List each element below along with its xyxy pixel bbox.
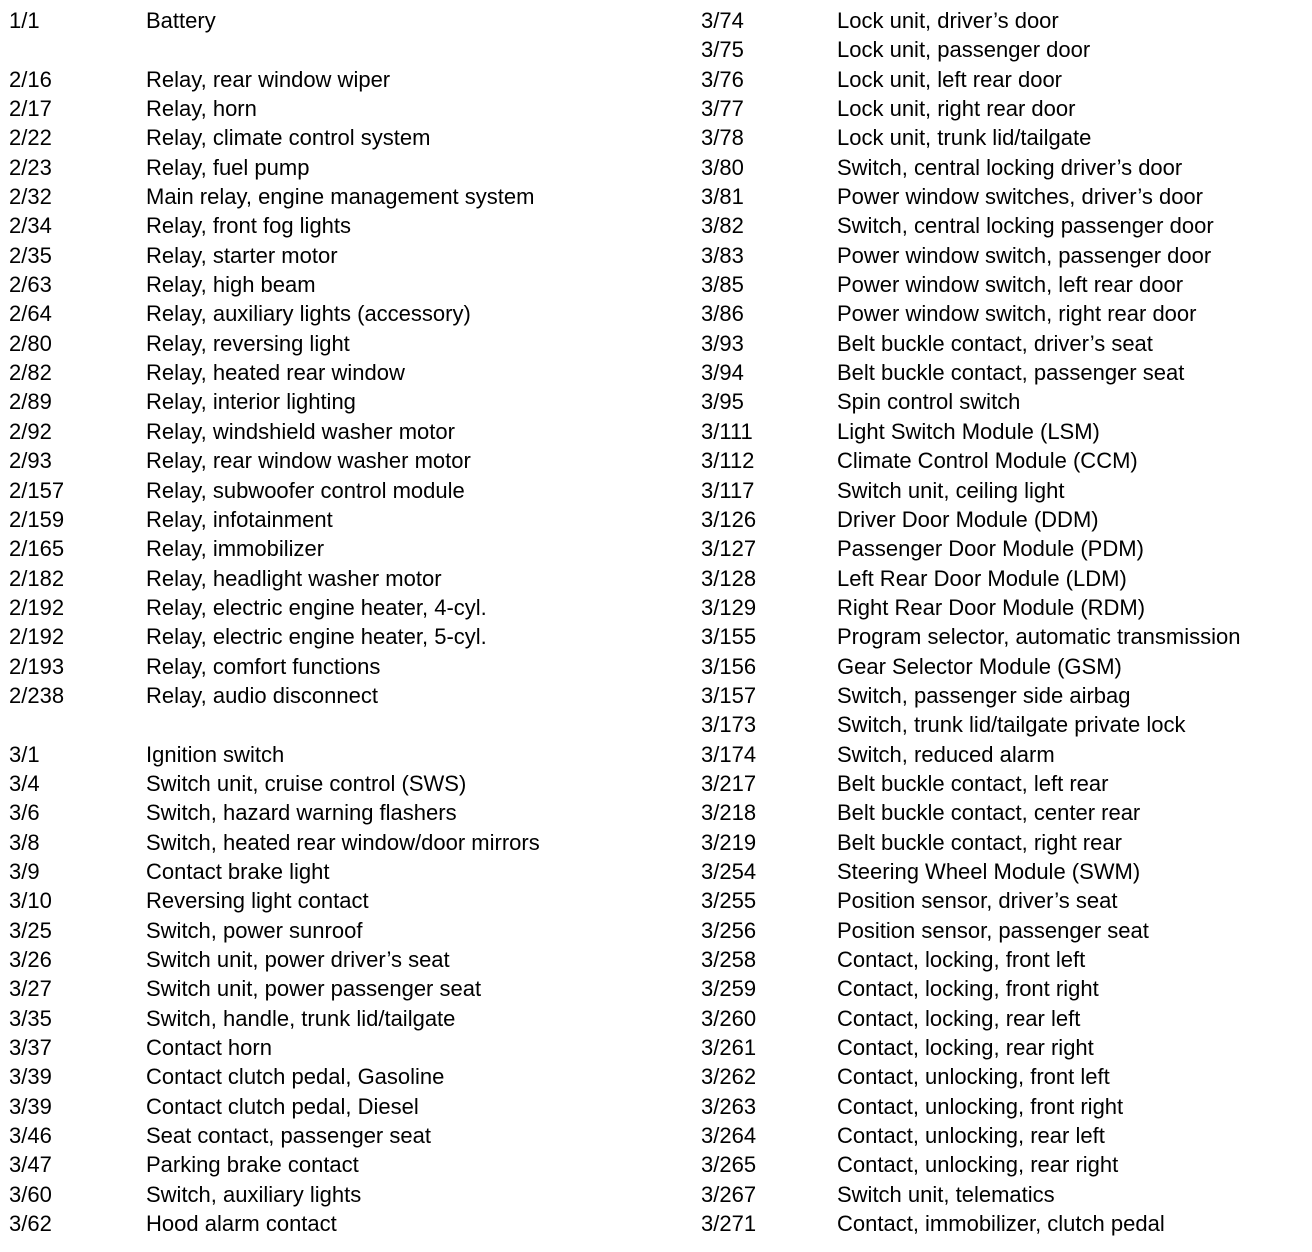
component-row — [9, 358, 649, 387]
component-row — [701, 740, 1306, 769]
component-row — [701, 387, 1306, 416]
component-description: Switch unit, cruise control (SWS) — [146, 770, 467, 796]
component-code: 3/95 — [701, 389, 744, 415]
component-description: Relay, electric engine heater, 4-cyl. — [146, 594, 487, 620]
component-description: Relay, infotainment — [146, 506, 333, 532]
component-code: 3/62 — [9, 1211, 52, 1237]
component-code: 2/23 — [9, 154, 52, 180]
component-code: 2/34 — [9, 213, 52, 239]
component-row — [9, 153, 649, 182]
component-description: Switch, heated rear window/door mirrors — [146, 829, 540, 855]
component-code: 3/262 — [701, 1064, 757, 1090]
component-row — [701, 505, 1306, 534]
component-description: Contact clutch pedal, Gasoline — [146, 1064, 445, 1090]
component-row — [9, 828, 649, 857]
component-description: Switch unit, telematics — [837, 1181, 1055, 1207]
component-row — [9, 974, 649, 1003]
component-row — [9, 387, 649, 416]
component-row — [9, 1062, 649, 1091]
component-row — [9, 417, 649, 446]
component-row — [9, 740, 649, 769]
component-code: 3/80 — [701, 154, 744, 180]
component-code: 3/25 — [9, 917, 52, 943]
component-row — [701, 857, 1306, 886]
component-code: 2/64 — [9, 301, 52, 327]
component-description: Passenger Door Module (PDM) — [837, 536, 1144, 562]
component-description: Belt buckle contact, left rear — [837, 770, 1109, 796]
component-description: Belt buckle contact, driver’s seat — [837, 330, 1153, 356]
component-description: Climate Control Module (CCM) — [837, 448, 1138, 474]
component-row — [9, 123, 649, 152]
component-code: 3/4 — [9, 770, 40, 796]
component-code: 3/26 — [9, 947, 52, 972]
component-code: 2/80 — [9, 330, 52, 356]
component-description: Position sensor, passenger seat — [837, 917, 1149, 943]
component-description: Relay, subwoofer control module — [146, 477, 465, 503]
component-row — [9, 681, 649, 710]
component-row — [701, 798, 1306, 827]
component-code: 3/256 — [701, 917, 757, 943]
component-description: Contact, unlocking, rear right — [837, 1152, 1119, 1178]
component-row — [9, 241, 649, 270]
component-code: 2/89 — [9, 389, 52, 415]
component-description: Hood alarm contact — [146, 1211, 337, 1237]
component-code: 3/129 — [701, 594, 757, 620]
component-description: Contact, unlocking, rear left — [837, 1123, 1105, 1149]
component-row — [9, 622, 649, 651]
component-description: Gear Selector Module (GSM) — [837, 653, 1122, 679]
component-row — [9, 652, 649, 681]
component-row — [701, 769, 1306, 798]
component-description: Relay, windshield washer motor — [146, 418, 455, 444]
component-code: 3/77 — [701, 96, 744, 122]
component-code: 3/254 — [701, 858, 757, 884]
component-description: Contact brake light — [146, 858, 330, 884]
component-row — [9, 1092, 649, 1121]
component-row — [701, 828, 1306, 857]
component-description: Power window switches, driver’s door — [837, 184, 1203, 210]
component-row — [701, 241, 1306, 270]
component-code: 3/86 — [701, 301, 744, 327]
component-description: Lock unit, passenger door — [837, 37, 1091, 63]
component-row — [9, 857, 649, 886]
component-code: 3/93 — [701, 330, 744, 356]
component-code: 2/63 — [9, 272, 52, 298]
component-row — [701, 945, 1306, 974]
component-row — [9, 182, 649, 211]
component-code: 2/93 — [9, 448, 52, 474]
component-code: 2/182 — [9, 565, 65, 591]
component-row — [9, 6, 649, 35]
component-code: 2/238 — [9, 682, 65, 708]
component-description: Switch unit, power passenger seat — [146, 976, 482, 1002]
component-row — [701, 974, 1306, 1003]
component-row — [701, 1033, 1306, 1062]
component-row — [701, 534, 1306, 563]
component-row — [701, 35, 1306, 64]
component-description: Relay, starter motor — [146, 242, 338, 268]
component-description: Switch unit, power driver’s seat — [146, 947, 450, 972]
component-row — [701, 94, 1306, 123]
component-code: 3/9 — [9, 858, 40, 884]
component-code: 2/92 — [9, 418, 52, 444]
component-row — [701, 182, 1306, 211]
component-description: Switch, hazard warning flashers — [146, 800, 457, 826]
component-code: 3/82 — [701, 213, 744, 239]
component-row — [9, 505, 649, 534]
component-code: 3/157 — [701, 682, 757, 708]
component-code: 2/159 — [9, 506, 65, 532]
component-description: Switch, trunk lid/tailgate private lock — [837, 712, 1186, 738]
component-description: Main relay, engine management system — [146, 184, 535, 210]
component-code: 3/261 — [701, 1035, 757, 1061]
component-code: 3/111 — [701, 418, 753, 444]
component-description: Left Rear Door Module (LDM) — [837, 565, 1127, 591]
component-row — [701, 593, 1306, 622]
right-component-list — [701, 6, 1306, 1238]
component-code: 2/165 — [9, 536, 65, 562]
component-description: Contact, locking, rear right — [837, 1035, 1094, 1061]
component-code: 2/192 — [9, 594, 65, 620]
component-description: Lock unit, driver’s door — [837, 8, 1059, 33]
component-code: 3/39 — [9, 1064, 52, 1090]
component-description: Contact horn — [146, 1035, 272, 1061]
component-row — [701, 358, 1306, 387]
component-description: Relay, horn — [146, 96, 257, 122]
component-description: Relay, audio disconnect — [146, 682, 378, 708]
left-component-list — [9, 6, 649, 1238]
component-code: 3/37 — [9, 1035, 52, 1061]
component-row — [9, 270, 649, 299]
component-row — [701, 916, 1306, 945]
component-code: 3/255 — [701, 888, 757, 914]
component-description: Light Switch Module (LSM) — [837, 418, 1100, 444]
component-description: Contact clutch pedal, Diesel — [146, 1093, 419, 1119]
component-row — [701, 1004, 1306, 1033]
component-description: Belt buckle contact, center rear — [837, 800, 1141, 826]
component-description: Relay, comfort functions — [146, 653, 381, 679]
component-code: 3/1 — [9, 741, 40, 767]
component-row — [9, 1209, 649, 1238]
component-code: 3/47 — [9, 1152, 52, 1178]
component-row — [9, 886, 649, 915]
component-description: Ignition switch — [146, 741, 285, 767]
component-description: Power window switch, left rear door — [837, 272, 1184, 298]
component-description: Switch, central locking driver’s door — [837, 154, 1183, 180]
component-row — [701, 446, 1306, 475]
component-code: 3/85 — [701, 272, 744, 298]
component-description: Switch, power sunroof — [146, 917, 363, 943]
component-code: 3/60 — [9, 1181, 52, 1207]
component-row — [701, 1062, 1306, 1091]
component-description: Program selector, automatic transmission — [837, 624, 1241, 650]
component-row — [701, 270, 1306, 299]
component-code: 3/117 — [701, 477, 755, 503]
component-description: Relay, immobilizer — [146, 536, 325, 562]
component-code: 3/94 — [701, 360, 744, 386]
component-code: 3/83 — [701, 242, 744, 268]
component-code: 2/157 — [9, 477, 65, 503]
component-row — [9, 65, 649, 94]
component-description: Switch, reduced alarm — [837, 741, 1055, 767]
component-code: 3/267 — [701, 1181, 757, 1207]
component-code: 3/46 — [9, 1123, 52, 1149]
component-code: 3/218 — [701, 800, 757, 826]
component-description: Spin control switch — [837, 389, 1021, 415]
component-code: 1/1 — [9, 8, 40, 33]
component-description: Switch, auxiliary lights — [146, 1181, 362, 1207]
component-description: Relay, high beam — [146, 272, 316, 298]
component-code: 2/192 — [9, 624, 65, 650]
component-row — [701, 886, 1306, 915]
component-row — [701, 681, 1306, 710]
component-row — [701, 476, 1306, 505]
component-description: Relay, heated rear window — [146, 360, 405, 386]
component-row — [701, 153, 1306, 182]
component-code: 3/6 — [9, 800, 40, 826]
component-row — [9, 446, 649, 475]
component-description: Lock unit, right rear door — [837, 96, 1076, 122]
component-description: Battery — [146, 8, 216, 33]
component-row — [701, 1150, 1306, 1179]
component-code: 3/264 — [701, 1123, 757, 1149]
component-row — [9, 945, 649, 974]
component-description: Position sensor, driver’s seat — [837, 888, 1118, 914]
component-code: 3/259 — [701, 976, 757, 1002]
component-row — [9, 1033, 649, 1062]
component-description: Relay, electric engine heater, 5-cyl. — [146, 624, 487, 650]
component-row — [9, 1150, 649, 1179]
component-code: 3/127 — [701, 536, 757, 562]
component-row — [9, 211, 649, 240]
component-row — [701, 652, 1306, 681]
component-code: 3/271 — [701, 1211, 757, 1237]
component-code: 3/35 — [9, 1005, 52, 1031]
component-code: 3/263 — [701, 1093, 757, 1119]
component-row — [9, 1004, 649, 1033]
component-description: Right Rear Door Module (RDM) — [837, 594, 1146, 620]
component-row — [9, 329, 649, 358]
component-description: Contact, locking, rear left — [837, 1005, 1081, 1031]
component-description: Relay, rear window wiper — [146, 66, 391, 92]
component-description: Parking brake contact — [146, 1152, 359, 1178]
component-code: 3/260 — [701, 1005, 757, 1031]
component-code: 3/39 — [9, 1093, 52, 1119]
component-code: 3/128 — [701, 565, 757, 591]
component-row — [701, 329, 1306, 358]
component-row — [701, 1092, 1306, 1121]
component-row — [701, 710, 1306, 739]
component-row — [9, 94, 649, 123]
component-description: Switch, central locking passenger door — [837, 213, 1214, 239]
component-description: Contact, unlocking, front left — [837, 1064, 1110, 1090]
component-row — [9, 1180, 649, 1209]
component-description: Belt buckle contact, right rear — [837, 829, 1122, 855]
component-code: 3/155 — [701, 624, 757, 650]
component-row — [9, 593, 649, 622]
component-row — [9, 798, 649, 827]
component-code: 2/22 — [9, 125, 52, 151]
component-code: 2/16 — [9, 66, 52, 92]
component-code: 3/8 — [9, 829, 40, 855]
component-description: Seat contact, passenger seat — [146, 1123, 431, 1149]
component-code: 3/156 — [701, 653, 757, 679]
component-description: Contact, locking, front right — [837, 976, 1099, 1002]
component-code: 3/174 — [701, 741, 757, 767]
component-row — [701, 65, 1306, 94]
component-description: Relay, front fog lights — [146, 213, 352, 239]
component-code: 3/219 — [701, 829, 757, 855]
component-row — [9, 534, 649, 563]
component-code: 2/193 — [9, 653, 65, 679]
component-row — [701, 6, 1306, 35]
component-row — [701, 123, 1306, 152]
component-row — [9, 299, 649, 328]
component-row — [9, 769, 649, 798]
component-description: Relay, auxiliary lights (accessory) — [146, 301, 471, 327]
blank-row — [9, 710, 649, 739]
component-description: Relay, headlight washer motor — [146, 565, 442, 591]
component-description: Contact, locking, front left — [837, 947, 1086, 972]
component-code: 2/32 — [9, 184, 52, 210]
component-code: 3/10 — [9, 888, 52, 914]
component-description: Switch unit, ceiling light — [837, 477, 1065, 503]
component-row — [701, 1180, 1306, 1209]
component-code: 3/27 — [9, 976, 52, 1002]
component-row — [701, 299, 1306, 328]
component-code: 2/82 — [9, 360, 52, 386]
component-code: 3/74 — [701, 8, 744, 33]
component-code: 3/258 — [701, 947, 757, 972]
component-description: Relay, fuel pump — [146, 154, 310, 180]
component-code: 3/265 — [701, 1152, 757, 1178]
component-description: Lock unit, left rear door — [837, 66, 1063, 92]
component-description: Reversing light contact — [146, 888, 369, 914]
component-description: Belt buckle contact, passenger seat — [837, 360, 1185, 386]
component-description: Contact, immobilizer, clutch pedal — [837, 1211, 1165, 1237]
component-description: Steering Wheel Module (SWM) — [837, 858, 1141, 884]
component-description: Switch, handle, trunk lid/tailgate — [146, 1005, 456, 1031]
component-description: Relay, reversing light — [146, 330, 350, 356]
component-description: Switch, passenger side airbag — [837, 682, 1131, 708]
component-row — [701, 211, 1306, 240]
component-description: Relay, climate control system — [146, 125, 431, 151]
component-code: 3/81 — [701, 184, 744, 210]
component-code: 2/17 — [9, 96, 52, 122]
component-row — [9, 564, 649, 593]
component-code: 2/35 — [9, 242, 52, 268]
component-description: Power window switch, right rear door — [837, 301, 1197, 327]
component-row — [701, 564, 1306, 593]
blank-row — [9, 35, 649, 64]
component-row — [701, 622, 1306, 651]
component-description: Relay, interior lighting — [146, 389, 356, 415]
component-description: Driver Door Module (DDM) — [837, 506, 1099, 532]
component-row — [701, 1209, 1306, 1238]
component-code: 3/126 — [701, 506, 757, 532]
component-row — [701, 417, 1306, 446]
component-row — [9, 916, 649, 945]
component-code: 3/78 — [701, 125, 744, 151]
component-code: 3/112 — [701, 448, 755, 474]
component-description: Power window switch, passenger door — [837, 242, 1212, 268]
component-row — [701, 1121, 1306, 1150]
component-code: 3/76 — [701, 66, 744, 92]
component-description: Contact, unlocking, front right — [837, 1093, 1124, 1119]
component-description: Lock unit, trunk lid/tailgate — [837, 125, 1092, 151]
component-row — [9, 476, 649, 505]
component-row — [9, 1121, 649, 1150]
component-code: 3/75 — [701, 37, 744, 63]
component-code: 3/217 — [701, 770, 757, 796]
component-description: Relay, rear window washer motor — [146, 448, 471, 474]
component-code: 3/173 — [701, 712, 757, 738]
